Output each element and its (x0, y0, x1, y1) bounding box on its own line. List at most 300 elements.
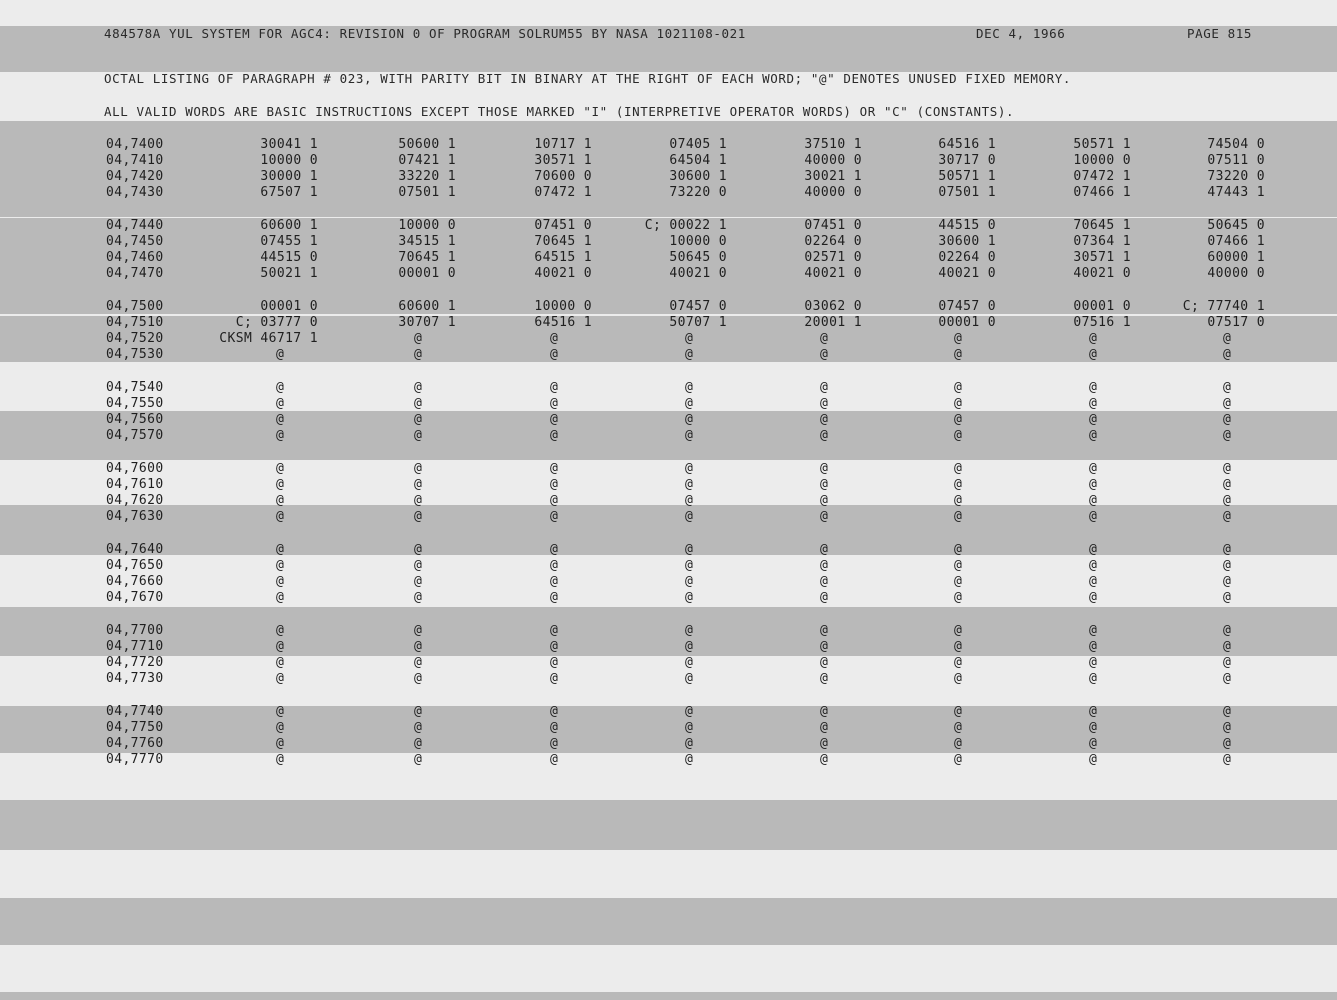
unused-memory-cell: @ (550, 477, 559, 492)
unused-memory-cell: @ (1223, 396, 1232, 411)
unused-memory-cell: @ (1089, 639, 1098, 654)
listing-row (0, 218, 1337, 234)
word-cell: 67507 1 (260, 185, 318, 200)
unused-memory-cell: @ (954, 752, 963, 767)
address-cell: 04,7550 (106, 396, 164, 411)
unused-memory-cell: @ (1223, 412, 1232, 427)
address-cell: 04,7460 (106, 250, 164, 265)
address-cell: 04,7730 (106, 671, 164, 686)
unused-memory-cell: @ (414, 590, 423, 605)
unused-memory-cell: @ (414, 639, 423, 654)
unused-memory-cell: @ (820, 493, 829, 508)
unused-memory-cell: @ (550, 542, 559, 557)
word-cell: 30571 1 (1073, 250, 1131, 265)
address-cell: 04,7420 (106, 169, 164, 184)
word-cell: 30707 1 (398, 315, 456, 330)
word-cell: 20001 1 (804, 315, 862, 330)
unused-memory-cell: @ (820, 574, 829, 589)
address-cell: 04,7400 (106, 137, 164, 152)
word-cell: 10717 1 (534, 137, 592, 152)
unused-memory-cell: @ (685, 461, 694, 476)
unused-memory-cell: @ (820, 736, 829, 751)
address-cell: 04,7470 (106, 266, 164, 281)
unused-memory-cell: @ (414, 331, 423, 346)
word-cell: 37510 1 (804, 137, 862, 152)
unused-memory-cell: @ (685, 752, 694, 767)
unused-memory-cell: @ (1223, 655, 1232, 670)
word-cell: 07455 1 (260, 234, 318, 249)
unused-memory-cell: @ (276, 477, 285, 492)
unused-memory-cell: @ (1223, 542, 1232, 557)
word-cell: 70600 0 (534, 169, 592, 184)
address-cell: 04,7720 (106, 655, 164, 670)
unused-memory-cell: @ (1223, 736, 1232, 751)
word-cell: 02264 0 (804, 234, 862, 249)
unused-memory-cell: @ (414, 623, 423, 638)
header-title: 484578A YUL SYSTEM FOR AGC4: REVISION 0 OF PROGRAM SOLRUM55 BY NASA 1021108-021 (104, 26, 746, 41)
unused-memory-cell: @ (1089, 623, 1098, 638)
word-cell: 64516 1 (534, 315, 592, 330)
unused-memory-cell: @ (276, 639, 285, 654)
word-cell: 10000 0 (534, 299, 592, 314)
header-page-number: PAGE 815 (1187, 26, 1253, 41)
unused-memory-cell: @ (820, 412, 829, 427)
word-cell: 02571 0 (804, 250, 862, 265)
address-cell: 04,7540 (106, 380, 164, 395)
unused-memory-cell: @ (685, 558, 694, 573)
unused-memory-cell: @ (685, 428, 694, 443)
unused-memory-cell: @ (276, 542, 285, 557)
word-cell: 30717 0 (938, 153, 996, 168)
unused-memory-cell: @ (414, 720, 423, 735)
unused-memory-cell: @ (954, 736, 963, 751)
unused-memory-cell: @ (550, 558, 559, 573)
unused-memory-cell: @ (685, 639, 694, 654)
unused-memory-cell: @ (276, 558, 285, 573)
word-cell: 50707 1 (669, 315, 727, 330)
address-cell: 04,7510 (106, 315, 164, 330)
unused-memory-cell: @ (685, 477, 694, 492)
address-cell: 04,7440 (106, 218, 164, 233)
listing-row (0, 428, 1337, 444)
listing-row (0, 250, 1337, 266)
unused-memory-cell: @ (550, 639, 559, 654)
address-cell: 04,7570 (106, 428, 164, 443)
unused-memory-cell: @ (276, 412, 285, 427)
word-cell: 30041 1 (260, 137, 318, 152)
unused-memory-cell: @ (820, 428, 829, 443)
unused-memory-cell: @ (414, 509, 423, 524)
listing-row (0, 153, 1337, 169)
listing-row (0, 574, 1337, 590)
word-cell: 73220 0 (669, 185, 727, 200)
unused-memory-cell: @ (1089, 542, 1098, 557)
unused-memory-cell: @ (276, 736, 285, 751)
listing-row (0, 704, 1337, 720)
unused-memory-cell: @ (1223, 493, 1232, 508)
listing-row (0, 234, 1337, 250)
unused-memory-cell: @ (1223, 428, 1232, 443)
unused-memory-cell: @ (414, 655, 423, 670)
listing-row (0, 655, 1337, 671)
unused-memory-cell: @ (1223, 574, 1232, 589)
listing-row (0, 461, 1337, 477)
unused-memory-cell: @ (685, 331, 694, 346)
unused-memory-cell: @ (414, 736, 423, 751)
header-date: DEC 4, 1966 (976, 26, 1066, 41)
unused-memory-cell: @ (1089, 509, 1098, 524)
unused-memory-cell: @ (820, 704, 829, 719)
unused-memory-cell: @ (550, 623, 559, 638)
unused-memory-cell: @ (820, 558, 829, 573)
word-cell: 30000 1 (260, 169, 318, 184)
word-cell: 00001 0 (1073, 299, 1131, 314)
unused-memory-cell: @ (276, 396, 285, 411)
unused-memory-cell: @ (820, 509, 829, 524)
unused-memory-cell: @ (550, 380, 559, 395)
address-cell: 04,7700 (106, 623, 164, 638)
unused-memory-cell: @ (685, 720, 694, 735)
word-cell: 00001 0 (938, 315, 996, 330)
unused-memory-cell: @ (685, 493, 694, 508)
unused-memory-cell: @ (1223, 671, 1232, 686)
listing-row (0, 396, 1337, 412)
address-cell: 04,7520 (106, 331, 164, 346)
unused-memory-cell: @ (1223, 461, 1232, 476)
unused-memory-cell: @ (954, 428, 963, 443)
unused-memory-cell: @ (820, 347, 829, 362)
unused-memory-cell: @ (954, 331, 963, 346)
listing-row (0, 720, 1337, 736)
unused-memory-cell: @ (276, 671, 285, 686)
unused-memory-cell: @ (550, 736, 559, 751)
unused-memory-cell: @ (954, 509, 963, 524)
unused-memory-cell: @ (1089, 380, 1098, 395)
listing-row (0, 509, 1337, 525)
unused-memory-cell: @ (1223, 704, 1232, 719)
word-cell: 07364 1 (1073, 234, 1131, 249)
listing-row (0, 169, 1337, 185)
unused-memory-cell: @ (414, 477, 423, 492)
unused-memory-cell: @ (550, 461, 559, 476)
unused-memory-cell: @ (685, 574, 694, 589)
word-cell: 44515 0 (938, 218, 996, 233)
listing-row (0, 558, 1337, 574)
address-cell: 04,7610 (106, 477, 164, 492)
unused-memory-cell: @ (414, 671, 423, 686)
listing-row (0, 266, 1337, 282)
unused-memory-cell: @ (685, 380, 694, 395)
word-cell: 64515 1 (534, 250, 592, 265)
word-cell: 00001 0 (260, 299, 318, 314)
word-cell: 60600 1 (398, 299, 456, 314)
unused-memory-cell: @ (1089, 396, 1098, 411)
address-cell: 04,7430 (106, 185, 164, 200)
unused-memory-cell: @ (954, 380, 963, 395)
unused-memory-cell: @ (1089, 671, 1098, 686)
word-cell: 07405 1 (669, 137, 727, 152)
unused-memory-cell: @ (954, 590, 963, 605)
unused-memory-cell: @ (685, 655, 694, 670)
word-cell: 70645 1 (534, 234, 592, 249)
listing-row (0, 185, 1337, 201)
unused-memory-cell: @ (820, 752, 829, 767)
word-cell: 50571 1 (1073, 137, 1131, 152)
word-cell: 07517 0 (1207, 315, 1265, 330)
unused-memory-cell: @ (954, 671, 963, 686)
word-cell: 10000 0 (260, 153, 318, 168)
listing-row (0, 331, 1337, 347)
unused-memory-cell: @ (1089, 461, 1098, 476)
unused-memory-cell: @ (820, 720, 829, 735)
unused-memory-cell: @ (1089, 331, 1098, 346)
word-cell: 07466 1 (1207, 234, 1265, 249)
word-cell: 70645 1 (1073, 218, 1131, 233)
listing-row (0, 380, 1337, 396)
description-line-1: OCTAL LISTING OF PARAGRAPH # 023, WITH PARITY BIT IN BINARY AT THE RIGHT OF EACH WORD; "@" DENOTES UNUSED FIXED MEMORY. (104, 71, 1071, 86)
word-cell: 33220 1 (398, 169, 456, 184)
unused-memory-cell: @ (685, 736, 694, 751)
word-cell: 40021 0 (804, 266, 862, 281)
listing-row (0, 137, 1337, 153)
unused-memory-cell: @ (550, 655, 559, 670)
unused-memory-cell: @ (1089, 655, 1098, 670)
word-cell: 07472 1 (534, 185, 592, 200)
address-cell: 04,7500 (106, 299, 164, 314)
unused-memory-cell: @ (550, 347, 559, 362)
unused-memory-cell: @ (1089, 574, 1098, 589)
listing-row (0, 315, 1337, 331)
word-cell: 00001 0 (398, 266, 456, 281)
unused-memory-cell: @ (276, 574, 285, 589)
listing-row (0, 639, 1337, 655)
word-cell: 07421 1 (398, 153, 456, 168)
address-cell: 04,7620 (106, 493, 164, 508)
listing-row (0, 671, 1337, 687)
word-cell: 74504 0 (1207, 137, 1265, 152)
unused-memory-cell: @ (276, 752, 285, 767)
unused-memory-cell: @ (550, 509, 559, 524)
word-cell: 50021 1 (260, 266, 318, 281)
unused-memory-cell: @ (1223, 590, 1232, 605)
unused-memory-cell: @ (1089, 752, 1098, 767)
unused-memory-cell: @ (414, 428, 423, 443)
unused-memory-cell: @ (820, 477, 829, 492)
word-cell: 07457 0 (669, 299, 727, 314)
listing-row (0, 493, 1337, 509)
unused-memory-cell: @ (685, 509, 694, 524)
word-cell: 40021 0 (938, 266, 996, 281)
unused-memory-cell: @ (414, 461, 423, 476)
unused-memory-cell: @ (276, 509, 285, 524)
unused-memory-cell: @ (820, 396, 829, 411)
unused-memory-cell: @ (1089, 428, 1098, 443)
unused-memory-cell: @ (1089, 736, 1098, 751)
unused-memory-cell: @ (1089, 720, 1098, 735)
unused-memory-cell: @ (276, 493, 285, 508)
listing-row (0, 736, 1337, 752)
address-cell: 04,7560 (106, 412, 164, 427)
word-cell: 40021 0 (1073, 266, 1131, 281)
unused-memory-cell: @ (954, 574, 963, 589)
word-cell: 64504 1 (669, 153, 727, 168)
unused-memory-cell: @ (276, 428, 285, 443)
unused-memory-cell: @ (1223, 752, 1232, 767)
word-cell: 10000 0 (398, 218, 456, 233)
word-cell: 30600 1 (938, 234, 996, 249)
unused-memory-cell: @ (954, 493, 963, 508)
unused-memory-cell: @ (954, 347, 963, 362)
unused-memory-cell: @ (1089, 590, 1098, 605)
unused-memory-cell: @ (685, 396, 694, 411)
unused-memory-cell: @ (820, 331, 829, 346)
unused-memory-cell: @ (414, 558, 423, 573)
unused-memory-cell: @ (550, 671, 559, 686)
word-cell: 50571 1 (938, 169, 996, 184)
unused-memory-cell: @ (954, 720, 963, 735)
word-cell: 07472 1 (1073, 169, 1131, 184)
word-cell: 40021 0 (534, 266, 592, 281)
word-cell: C; 77740 1 (1182, 299, 1265, 314)
word-cell: 07501 1 (398, 185, 456, 200)
unused-memory-cell: @ (820, 542, 829, 557)
word-cell: C; 00022 1 (644, 218, 727, 233)
unused-memory-cell: @ (820, 639, 829, 654)
unused-memory-cell: @ (550, 493, 559, 508)
unused-memory-cell: @ (954, 461, 963, 476)
word-cell: 30571 1 (534, 153, 592, 168)
unused-memory-cell: @ (1223, 720, 1232, 735)
word-cell: 07451 0 (804, 218, 862, 233)
word-cell: 50645 0 (1207, 218, 1265, 233)
word-cell: 07466 1 (1073, 185, 1131, 200)
word-cell: 50600 1 (398, 137, 456, 152)
listing-row (0, 623, 1337, 639)
unused-memory-cell: @ (1223, 380, 1232, 395)
address-cell: 04,7710 (106, 639, 164, 654)
word-cell: 40000 0 (804, 185, 862, 200)
unused-memory-cell: @ (1223, 347, 1232, 362)
word-cell: CKSM 46717 1 (219, 331, 318, 346)
word-cell: 07511 0 (1207, 153, 1265, 168)
word-cell: 03062 0 (804, 299, 862, 314)
unused-memory-cell: @ (1223, 639, 1232, 654)
unused-memory-cell: @ (820, 380, 829, 395)
unused-memory-cell: @ (550, 396, 559, 411)
listing-row (0, 477, 1337, 493)
unused-memory-cell: @ (414, 704, 423, 719)
word-cell: 60000 1 (1207, 250, 1265, 265)
address-cell: 04,7670 (106, 590, 164, 605)
word-cell: 07457 0 (938, 299, 996, 314)
unused-memory-cell: @ (414, 380, 423, 395)
unused-memory-cell: @ (1089, 477, 1098, 492)
unused-memory-cell: @ (954, 412, 963, 427)
unused-memory-cell: @ (685, 704, 694, 719)
unused-memory-cell: @ (550, 704, 559, 719)
address-cell: 04,7600 (106, 461, 164, 476)
address-cell: 04,7640 (106, 542, 164, 557)
unused-memory-cell: @ (276, 655, 285, 670)
unused-memory-cell: @ (1089, 558, 1098, 573)
word-cell: 07516 1 (1073, 315, 1131, 330)
word-cell: 07451 0 (534, 218, 592, 233)
word-cell: 73220 0 (1207, 169, 1265, 184)
word-cell: 44515 0 (260, 250, 318, 265)
unused-memory-cell: @ (276, 623, 285, 638)
word-cell: 70645 1 (398, 250, 456, 265)
unused-memory-cell: @ (1223, 623, 1232, 638)
unused-memory-cell: @ (954, 542, 963, 557)
word-cell: 40000 0 (804, 153, 862, 168)
unused-memory-cell: @ (276, 380, 285, 395)
unused-memory-cell: @ (276, 720, 285, 735)
listing-row (0, 590, 1337, 606)
word-cell: C; 03777 0 (235, 315, 318, 330)
unused-memory-cell: @ (1089, 347, 1098, 362)
listing-row (0, 299, 1337, 315)
unused-memory-cell: @ (1223, 331, 1232, 346)
unused-memory-cell: @ (1089, 704, 1098, 719)
unused-memory-cell: @ (1223, 558, 1232, 573)
unused-memory-cell: @ (276, 461, 285, 476)
word-cell: 50645 0 (669, 250, 727, 265)
unused-memory-cell: @ (414, 347, 423, 362)
unused-memory-cell: @ (685, 590, 694, 605)
unused-memory-cell: @ (414, 542, 423, 557)
unused-memory-cell: @ (685, 623, 694, 638)
unused-memory-cell: @ (1089, 493, 1098, 508)
unused-memory-cell: @ (685, 412, 694, 427)
word-cell: 30600 1 (669, 169, 727, 184)
unused-memory-cell: @ (414, 574, 423, 589)
unused-memory-cell: @ (820, 655, 829, 670)
unused-memory-cell: @ (954, 704, 963, 719)
unused-memory-cell: @ (414, 752, 423, 767)
word-cell: 40021 0 (669, 266, 727, 281)
word-cell: 47443 1 (1207, 185, 1265, 200)
listing-row (0, 347, 1337, 363)
unused-memory-cell: @ (550, 331, 559, 346)
word-cell: 10000 0 (669, 234, 727, 249)
address-cell: 04,7530 (106, 347, 164, 362)
unused-memory-cell: @ (820, 590, 829, 605)
word-cell: 64516 1 (938, 137, 996, 152)
unused-memory-cell: @ (685, 347, 694, 362)
address-cell: 04,7660 (106, 574, 164, 589)
address-cell: 04,7760 (106, 736, 164, 751)
unused-memory-cell: @ (954, 396, 963, 411)
description-line-2: ALL VALID WORDS ARE BASIC INSTRUCTIONS EXCEPT THOSE MARKED "I" (INTERPRETIVE OPERATOR WORDS) OR "C" (CONSTANTS). (104, 104, 1015, 119)
address-cell: 04,7770 (106, 752, 164, 767)
unused-memory-cell: @ (954, 655, 963, 670)
unused-memory-cell: @ (685, 542, 694, 557)
unused-memory-cell: @ (1223, 509, 1232, 524)
listing-row (0, 412, 1337, 428)
unused-memory-cell: @ (276, 347, 285, 362)
unused-memory-cell: @ (954, 623, 963, 638)
listing-row (0, 752, 1337, 768)
address-cell: 04,7410 (106, 153, 164, 168)
unused-memory-cell: @ (954, 477, 963, 492)
unused-memory-cell: @ (820, 623, 829, 638)
unused-memory-cell: @ (414, 396, 423, 411)
unused-memory-cell: @ (954, 639, 963, 654)
word-cell: 40000 0 (1207, 266, 1265, 281)
unused-memory-cell: @ (276, 704, 285, 719)
address-cell: 04,7630 (106, 509, 164, 524)
unused-memory-cell: @ (1223, 477, 1232, 492)
